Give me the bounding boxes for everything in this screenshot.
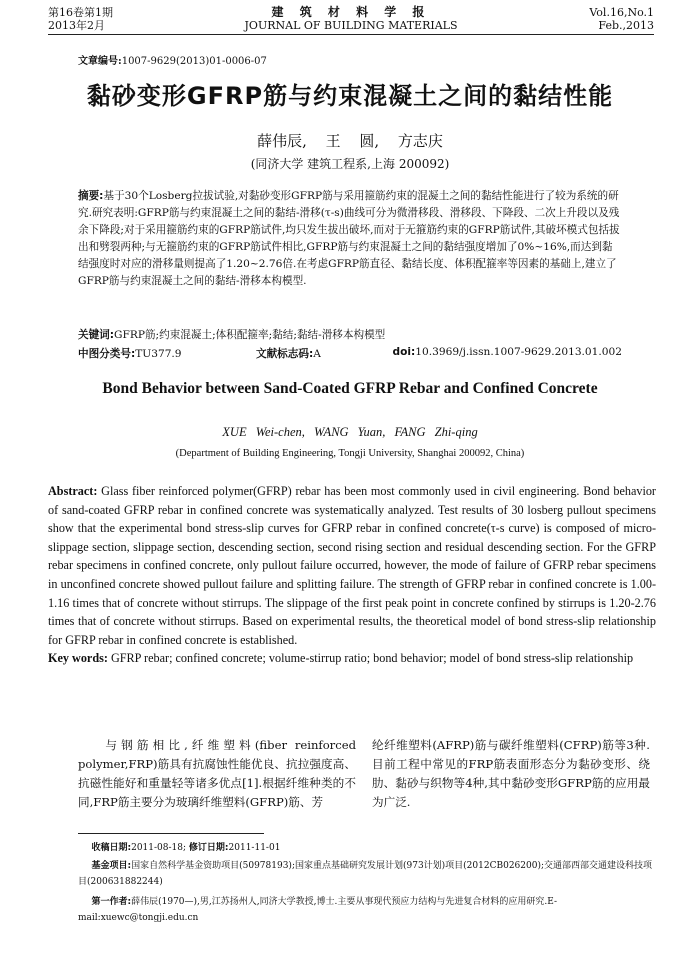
header-center <box>48 6 654 32</box>
keywords-cn-label: 关键词: <box>78 329 115 341</box>
volume-issue-cn: 第16卷第1期 <box>48 6 113 19</box>
doc-code-value: A <box>313 348 321 360</box>
body-left-text: 与钢筋相比,纤维塑料(fiber reinforced polymer,FRP)筋具有抗腐蚀性能优良、抗拉强度高、抗磁性能好和重量轻等诸多优点[1].根据纤维种类的不同,FRP筋主要分为玻璃纤维塑料(GFRP)筋、芳 <box>78 738 356 809</box>
abstract-en-text: Glass fiber reinforced polymer(GFRP) rebar has been most commonly used in civil engineering. Bond behavior of sand-coated GFRP rebar in confined concrete was systematically analyzed. Test results of 30 losberg pullout specimens show that the experimental bond stress-slip curves for GFRP rebar in confined concrete(τ-s curve) is composed of micro-slippage section, slippage section, descending section, second rising section and residual descending section. For the GFRP rebar specimens in confined concrete, only pullout failure occurred, however, the mode of failure of GFRP rebar specimens in unconfined concrete showed pullout failure and splitting failure. The strength of GFRP rebar in confined concrete is 1.00-1.16 times that of concrete without stirrups. The slippage of the first peak point in concrete confined by stirrups is 1.20-2.76 times that of concrete without stirrups. Based on experimental results, the theoretical model of bond stress-slip relationship for GFRP rebar in confined concrete is established. <box>48 484 656 647</box>
body-right-text: 纶纤维塑料(AFRP)筋与碳纤维塑料(CFRP)筋等3种.目前工程中常见的FRP筋表面形态分为黏砂变形、绕肋、黏砂与织物等4种,其中黏砂变形GFRP筋的应用最为广泛. <box>372 738 650 809</box>
affiliation-en: (Department of Building Engineering, Tongji University, Shanghai 200092, China) <box>175 448 525 459</box>
journal-name-en: JOURNAL OF BUILDING MATERIALS <box>244 19 458 32</box>
abstract-cn-text: 基于30个Losberg拉拔试验,对黏砂变形GFRP筋与采用箍筋约束的混凝土之间的黏结性能进行了较为系统的研究.研究表明:GFRP筋与约束混凝土之间的黏结-滑移(τ-s)曲线可分为微滑移段、滑移段、下降段、二次上升段以及残余下降段;对于采用箍筋约束的GFRP筋试件,均只发生拔出破坏,而对于无箍筋约束的GFRP筋试件,其破坏模式包括拔出和劈裂两种;与无箍筋约束的GFRP筋试件相比,GFRP筋与约束混凝土之间的黏结强度增加了0%~16%,而达到黏结强度时对应的滑移量则提高了1.20~2.76倍.在考虑GFRP筋直径、黏结长度、体积配箍率等因素的基础上,建立了GFRP筋与约束混凝土之间的黏结-滑移本构模型. <box>78 190 620 287</box>
running-header <box>48 6 654 36</box>
body-column-right <box>372 736 650 812</box>
header-right <box>589 6 654 32</box>
received-date: 2011-08-18; <box>131 843 187 853</box>
clc-number <box>78 346 182 361</box>
article-number <box>78 52 267 67</box>
footnote-dates <box>78 840 656 856</box>
authors-en: XUE Wei-chen, WANG Yuan, FANG Zhi-qing <box>222 425 478 439</box>
abstract-en-label: Abstract: <box>48 484 98 498</box>
document-code <box>256 346 321 361</box>
abstract-en <box>48 482 656 668</box>
keywords-cn <box>78 327 622 344</box>
footnote-fund <box>78 858 656 890</box>
clc-value: TU377.9 <box>135 348 182 360</box>
article-number-value: 1007-9629(2013)01-0006-07 <box>121 56 267 67</box>
keywords-cn-text: GFRP筋;约束混凝土;体积配箍率;黏结;黏结-滑移本构模型 <box>114 329 386 341</box>
abstract-cn <box>78 188 622 290</box>
doi-value: 10.3969/j.issn.1007-9629.2013.01.002 <box>415 346 622 358</box>
keywords-en-text: GFRP rebar; confined concrete; volume-stirrup ratio; bond behavior; model of bond stress-slip relationship <box>110 651 634 666</box>
doc-code-label: 文献标志码: <box>256 348 314 360</box>
doi <box>393 346 622 358</box>
date-en: Feb.,2013 <box>598 19 654 32</box>
abstract-cn-label: 摘要: <box>78 190 104 202</box>
fund-label: 基金项目: <box>91 861 132 871</box>
volume-issue-en: Vol.16,No.1 <box>589 6 654 19</box>
date-cn: 2013年2月 <box>48 19 105 32</box>
revised-date: 2011-11-01 <box>228 843 281 853</box>
journal-name-cn: 建 筑 材 料 学 报 <box>271 5 431 19</box>
footnote-rule <box>78 833 264 834</box>
fund-text: 国家自然科学基金资助项目(50978193);国家重点基础研究发展计划(973计划)项目(2012CB026200);交通部西部交通建设科技项目(200631882244) <box>78 861 652 887</box>
footnote-author <box>78 894 656 926</box>
header-rule <box>48 34 654 35</box>
title-cn: 黏砂变形GFRP筋与约束混凝土之间的黏结性能 <box>86 82 614 110</box>
article-number-label: 文章编号: <box>78 56 122 67</box>
doi-label: doi: <box>392 346 416 358</box>
author-text: 薛伟辰(1970—),男,江苏扬州人,同济大学教授,博士.主要从事现代预应力结构与先进复合材料的应用研究.E-mail:xuewc@tongji.edu.cn <box>78 897 557 923</box>
revised-label: 修订日期: <box>188 843 229 853</box>
author-label: 第一作者: <box>91 897 132 907</box>
body-column-left <box>78 736 356 812</box>
clc-label: 中图分类号: <box>78 348 136 360</box>
affiliation-cn: (同济大学 建筑工程系,上海 200092) <box>250 157 450 171</box>
received-label: 收稿日期: <box>91 843 132 853</box>
authors-cn: 薛伟辰, 王 圆, 方志庆 <box>257 132 443 150</box>
title-en: Bond Behavior between Sand-Coated GFRP Rebar and Confined Concrete <box>102 380 598 397</box>
keywords-en-label: Key words: <box>48 651 108 666</box>
